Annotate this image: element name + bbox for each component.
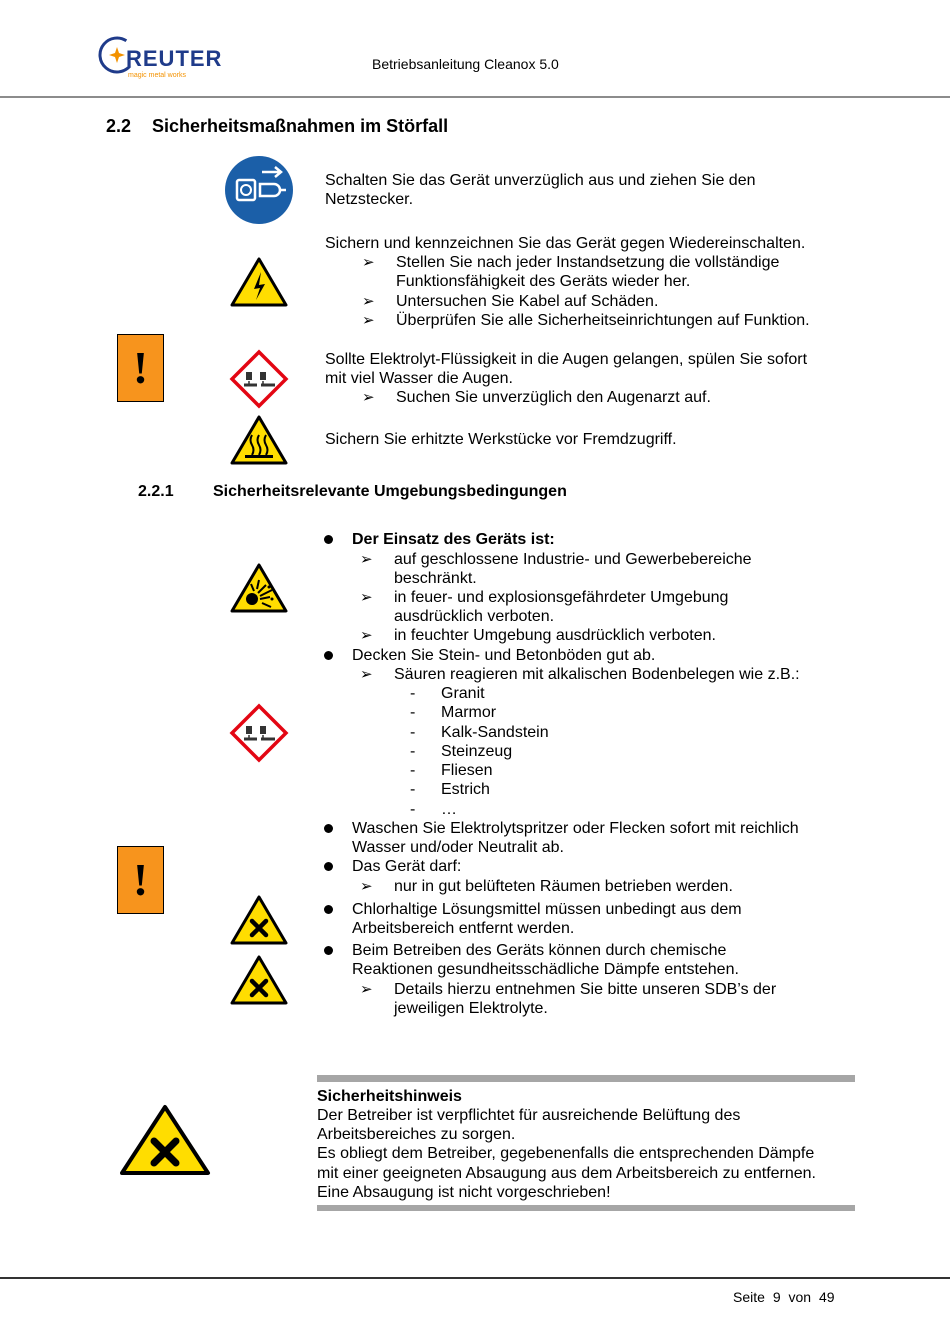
dash-bullet: - [410, 743, 416, 760]
document-title: Betriebsanleitung Cleanox 5.0 [372, 56, 559, 72]
of-label: von [788, 1289, 812, 1305]
header-divider [0, 96, 950, 98]
dash-bullet: - [410, 724, 416, 741]
material-item: … [441, 801, 457, 818]
sub-item: jeweiligen Elektrolyte. [394, 1000, 548, 1017]
list-item: Das Gerät darf: [352, 858, 462, 875]
dash-bullet: - [410, 781, 416, 798]
electric-hazard-icon [230, 257, 288, 307]
notice-top-bar [317, 1075, 855, 1082]
sub-instruction: Funktionsfähigkeit des Geräts wieder her. [396, 273, 691, 290]
material-item: Estrich [441, 781, 490, 798]
disconnect-mains-plug-icon [224, 155, 294, 225]
logo-tagline: magic metal works [128, 72, 186, 79]
material-item: Granit [441, 685, 485, 702]
section-heading [106, 115, 449, 137]
hot-surface-icon [230, 415, 288, 465]
harmful-icon [230, 955, 288, 1005]
instruction-text: Sichern Sie erhitzte Werkstücke vor Fremdzugriff. [325, 431, 677, 448]
bullet [324, 905, 333, 914]
list-item: Reaktionen gesundheitsschädliche Dämpfe entstehen. [352, 961, 739, 978]
dash-bullet: - [410, 801, 416, 818]
bullet [324, 651, 333, 660]
subsection-number: 2.2.1 [138, 483, 174, 500]
instruction-text: mit viel Wasser die Augen. [325, 370, 513, 387]
dash-bullet: - [410, 704, 416, 721]
explosive-icon [230, 563, 288, 613]
total-pages: 49 [818, 1289, 835, 1305]
instruction-text: Netzstecker. [325, 191, 414, 208]
list-item: Beim Betreiben des Geräts können durch chemische [352, 942, 727, 959]
logo-text: REUTER [126, 46, 223, 71]
sub-item: nur in gut belüfteten Räumen betrieben werden. [394, 878, 733, 895]
dash-bullet: - [410, 762, 416, 779]
list-item: Chlorhaltige Lösungsmittel müssen unbedingt aus dem [352, 901, 742, 918]
corrosive-icon [230, 350, 288, 408]
arrow-bullet: ➢ [362, 254, 375, 271]
section-title: Sicherheitsmaßnahmen im Störfall [152, 116, 449, 136]
notice-line: Eine Absaugung ist nicht vorgeschrieben! [317, 1184, 611, 1201]
notice-line: Arbeitsbereiches zu sorgen. [317, 1126, 516, 1143]
sub-instruction: Suchen Sie unverzüglich den Augenarzt auf. [396, 389, 711, 406]
sub-item: in feuchter Umgebung ausdrücklich verboten. [394, 627, 716, 644]
instruction-text: Sollte Elektrolyt-Flüssigkeit in die Augen gelangen, spülen Sie sofort [325, 351, 808, 368]
list-item: Arbeitsbereich entfernt werden. [352, 920, 575, 937]
arrow-bullet: ➢ [360, 551, 373, 568]
list-item: Decken Sie Stein- und Betonböden gut ab. [352, 647, 656, 664]
instruction-text: Schalten Sie das Gerät unverzüglich aus und ziehen Sie den [325, 172, 756, 189]
notice-title: Sicherheitshinweis [317, 1088, 462, 1105]
exclamation-box: ! [117, 846, 164, 914]
arrow-bullet: ➢ [360, 666, 373, 683]
notice-line: Der Betreiber ist verpflichtet für ausreichende Belüftung des [317, 1107, 741, 1124]
sub-item: Details hierzu entnehmen Sie bitte unseren SDB’s der [394, 981, 777, 998]
arrow-bullet: ➢ [360, 627, 373, 644]
bullet [324, 946, 333, 955]
current-page: 9 [772, 1289, 781, 1305]
exclamation-box: ! [117, 334, 164, 402]
notice-line: Es obliegt dem Betreiber, gegebenenfalls die entsprechenden Dämpfe [317, 1145, 815, 1162]
arrow-bullet: ➢ [360, 981, 373, 998]
material-item: Kalk-Sandstein [441, 724, 549, 741]
harmful-icon [230, 895, 288, 945]
page-number [733, 1288, 835, 1306]
notice-bottom-bar [317, 1205, 855, 1211]
harmful-icon [119, 1104, 211, 1176]
sub-item: Säuren reagieren mit alkalischen Bodenbelegen wie z.B.: [394, 666, 800, 683]
dash-bullet: - [410, 685, 416, 702]
arrow-bullet: ➢ [362, 293, 375, 310]
arrow-bullet: ➢ [362, 389, 375, 406]
sub-instruction: Untersuchen Sie Kabel auf Schäden. [396, 293, 659, 310]
footer-divider [0, 1277, 950, 1279]
sub-item: in feuer- und explosionsgefährdeter Umgebung [394, 589, 729, 606]
material-item: Marmor [441, 704, 497, 721]
material-item: Fliesen [441, 762, 493, 779]
page-label: Seite [733, 1289, 765, 1305]
section-number: 2.2 [106, 116, 132, 136]
sub-item: ausdrücklich verboten. [394, 608, 555, 625]
arrow-bullet: ➢ [360, 589, 373, 606]
list-item: Waschen Sie Elektrolytspritzer oder Flecken sofort mit reichlich [352, 820, 799, 837]
arrow-bullet: ➢ [360, 878, 373, 895]
list-item: Wasser und/oder Neutralit ab. [352, 839, 564, 856]
subsection-heading [138, 482, 567, 502]
reuter-logo [98, 36, 228, 81]
arrow-bullet: ➢ [362, 312, 375, 329]
sub-item: beschränkt. [394, 570, 477, 587]
sub-instruction: Überprüfen Sie alle Sicherheitseinrichtungen auf Funktion. [396, 312, 810, 329]
bullet [324, 535, 333, 544]
list-item: Der Einsatz des Geräts ist: [352, 531, 555, 548]
notice-line: mit einer geeigneten Absaugung aus dem Arbeitsbereich zu entfernen. [317, 1165, 816, 1182]
subsection-title: Sicherheitsrelevante Umgebungsbedingungen [213, 483, 567, 500]
sub-item: auf geschlossene Industrie- und Gewerbebereiche [394, 551, 752, 568]
sub-instruction: Stellen Sie nach jeder Instandsetzung die vollständige [396, 254, 780, 271]
instruction-text: Sichern und kennzeichnen Sie das Gerät gegen Wiedereinschalten. [325, 235, 806, 252]
corrosive-icon [230, 704, 288, 762]
bullet [324, 824, 333, 833]
material-item: Steinzeug [441, 743, 513, 760]
bullet [324, 862, 333, 871]
